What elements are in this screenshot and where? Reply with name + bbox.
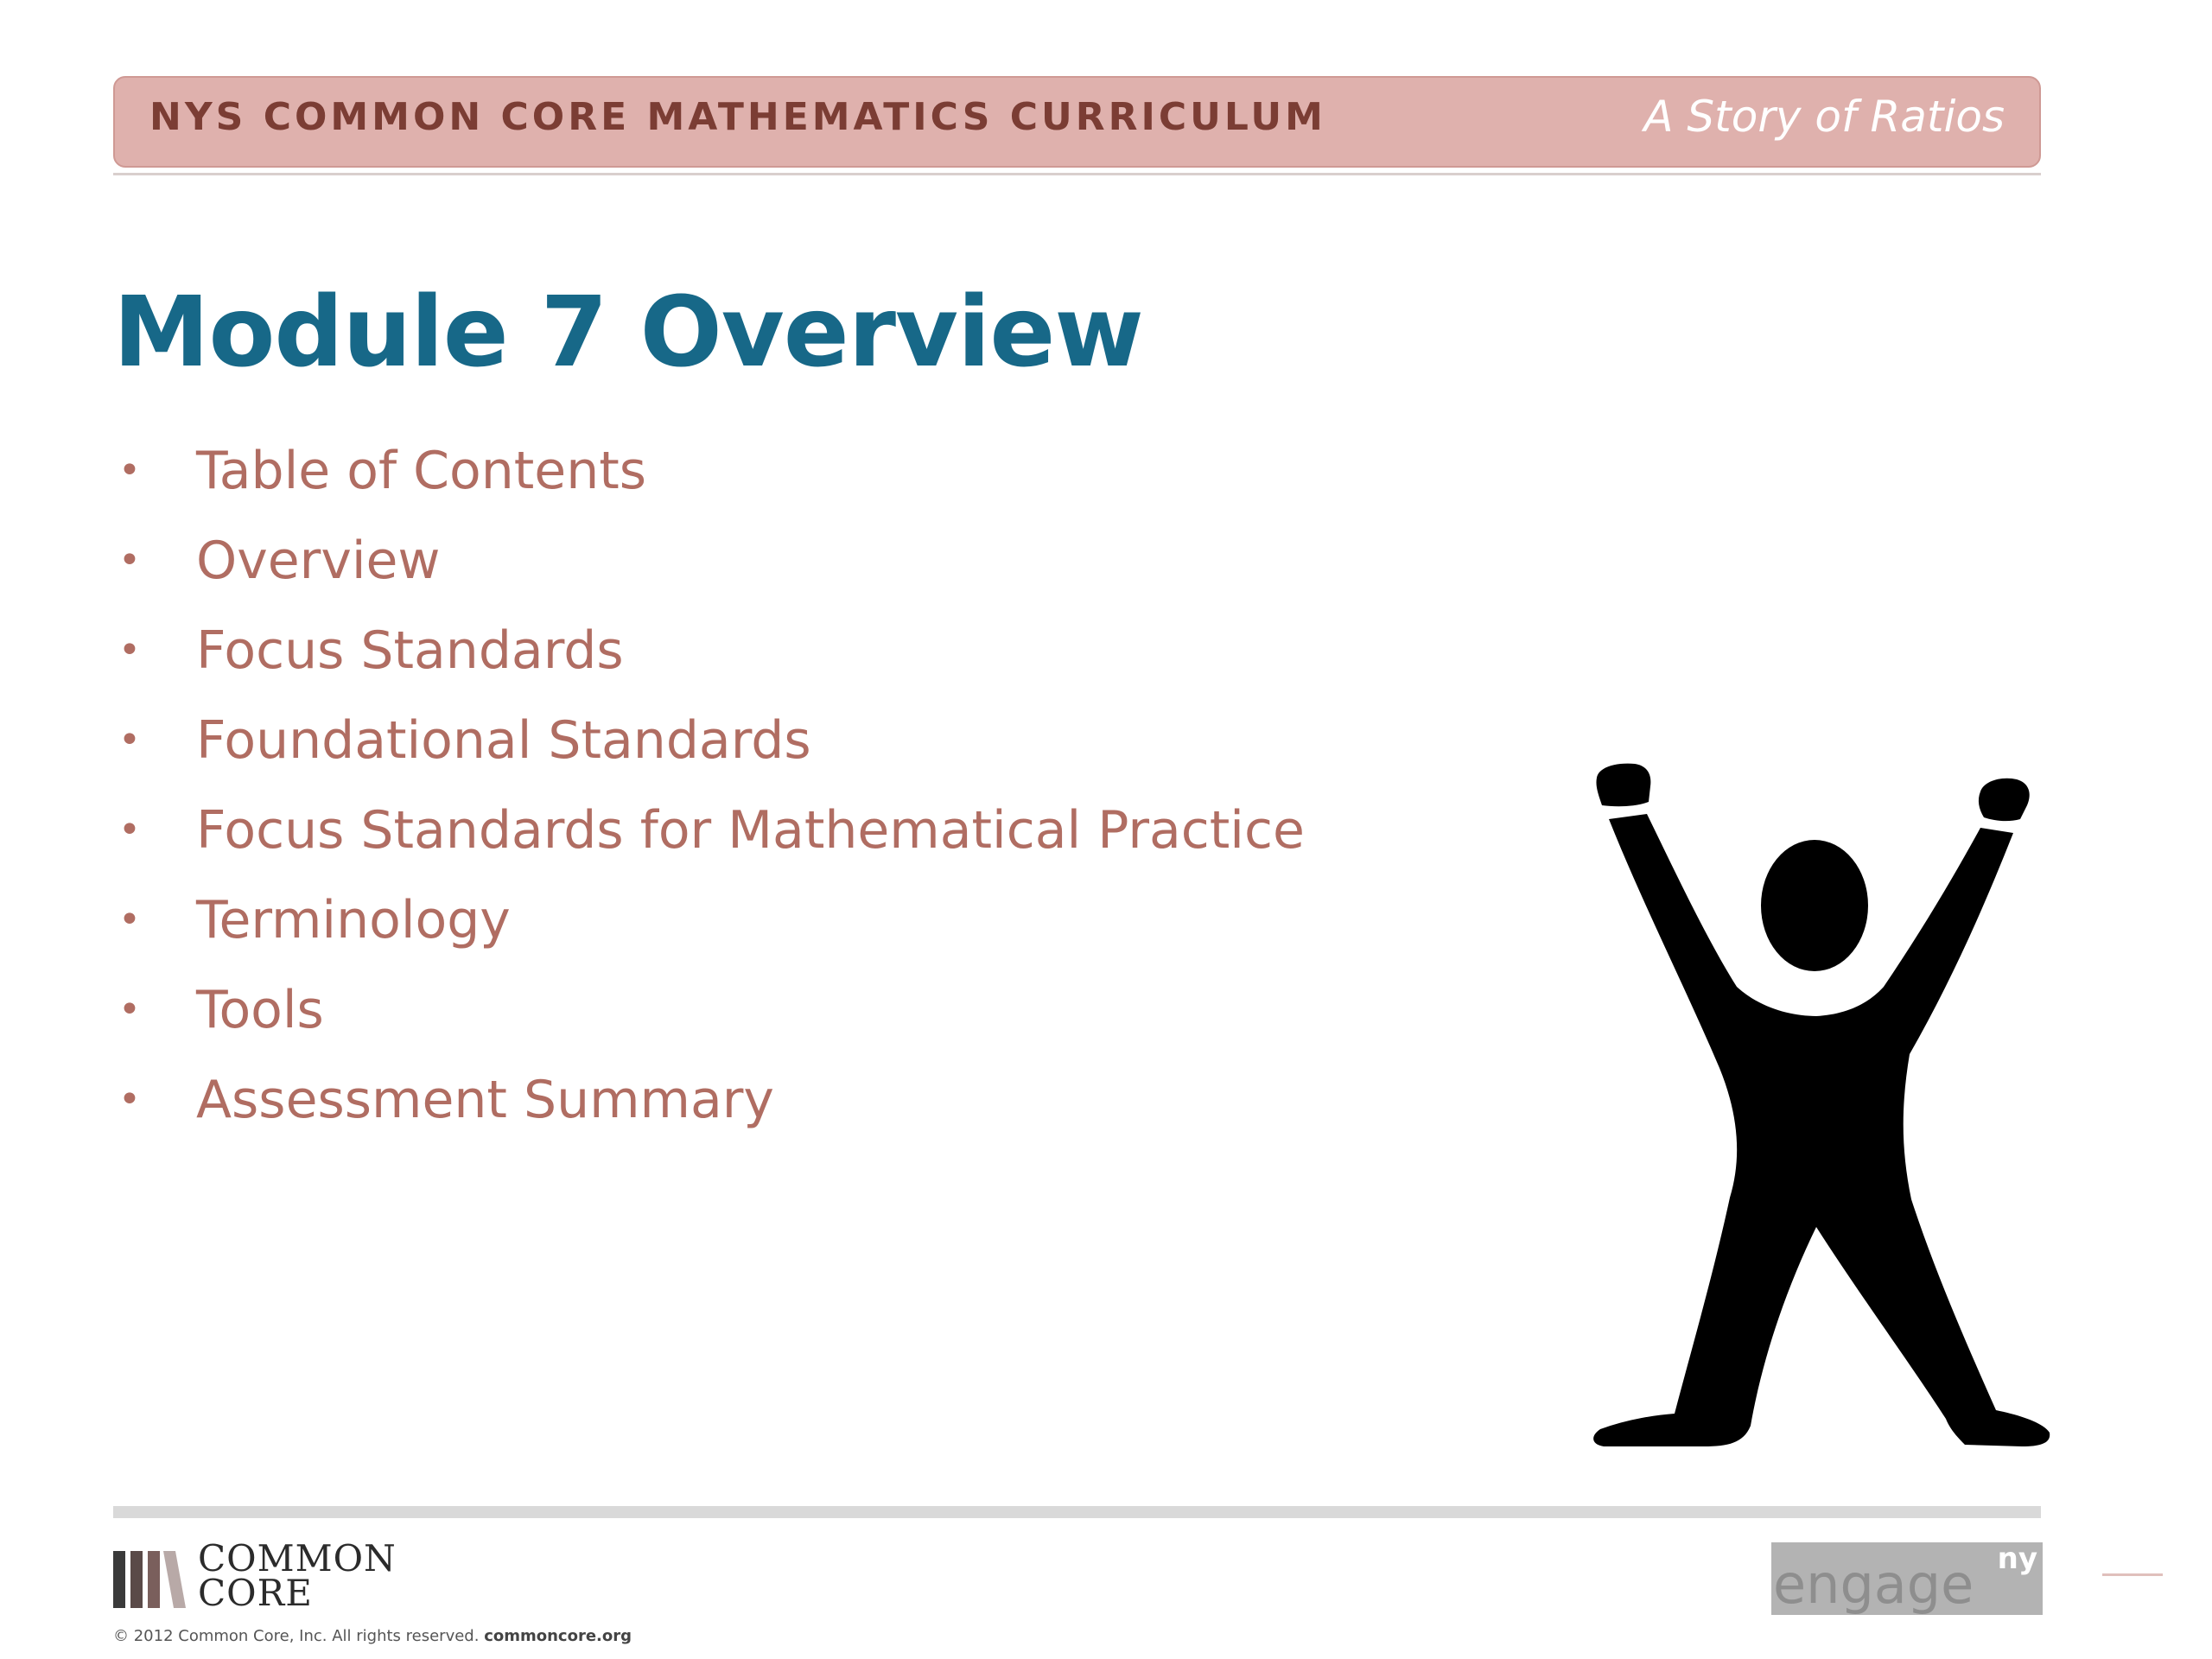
curriculum-header-title: NYS COMMON CORE MATHEMATICS CURRICULUM: [149, 95, 1326, 139]
bullet-icon: •: [118, 718, 141, 762]
common-core-word-common: COMMON: [198, 1537, 397, 1580]
footer-divider: [113, 1506, 2041, 1518]
engage-logo-superscript: ny: [1997, 1541, 2037, 1576]
header-divider: [113, 173, 2041, 175]
bullet-icon: •: [118, 988, 141, 1032]
common-core-bars-icon: [113, 1548, 186, 1608]
copyright-site-link[interactable]: commoncore.org: [484, 1627, 632, 1645]
list-item-label: Focus Standards for Mathematical Practice: [196, 800, 1305, 861]
bullet-icon: •: [118, 538, 141, 582]
copyright-notice: [113, 1627, 632, 1645]
bullet-icon: •: [118, 898, 141, 942]
list-item-label: Overview: [196, 531, 441, 591]
person-arms-raised-icon: [1590, 760, 2056, 1469]
bullet-icon: •: [118, 628, 141, 672]
bullet-icon: •: [118, 1077, 141, 1122]
copyright-text: © 2012 Common Core, Inc. All rights reserved.: [113, 1627, 480, 1645]
bullet-icon: •: [118, 448, 141, 493]
list-item-label: Focus Standards: [196, 620, 624, 681]
common-core-logo: [113, 1537, 459, 1614]
slide-edge-mark: [2102, 1573, 2163, 1576]
engage-logo-word: engage: [1773, 1553, 1974, 1616]
list-item-label: Foundational Standards: [196, 710, 811, 771]
bullet-icon: •: [118, 808, 141, 852]
list-item-label: Table of Contents: [196, 441, 647, 501]
engage-ny-logo: [1771, 1542, 2043, 1615]
slide-title: Module 7 Overview: [113, 276, 1143, 389]
list-item-label: Assessment Summary: [196, 1070, 774, 1130]
common-core-word-core: CORE: [198, 1572, 313, 1614]
list-item-label: Terminology: [196, 890, 511, 950]
curriculum-header-banner: [113, 76, 2041, 168]
curriculum-header-subtitle: A Story of Ratios: [1643, 92, 2005, 142]
list-item-label: Tools: [196, 980, 324, 1040]
